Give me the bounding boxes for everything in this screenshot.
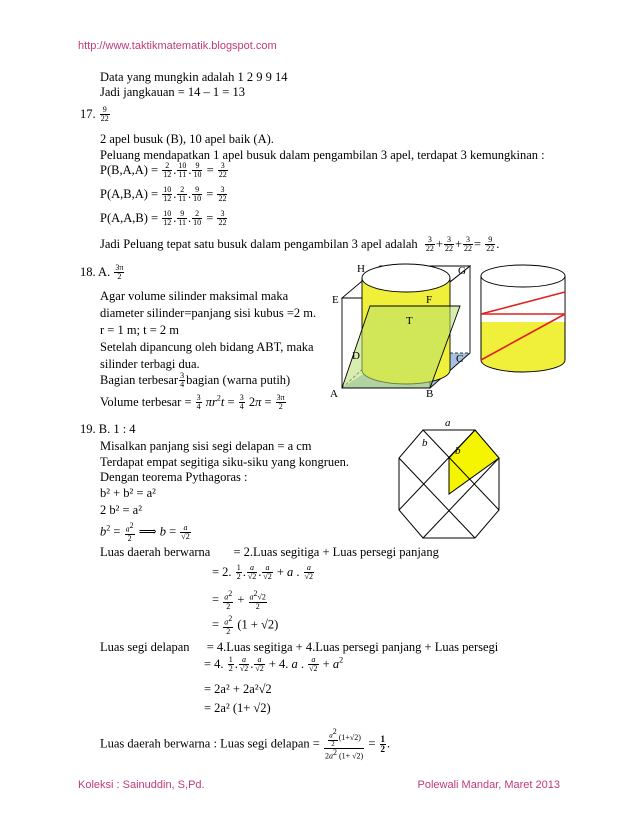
q17-p2-f0-num: 10 — [163, 185, 172, 194]
q17-p2-f3-den: 22 — [218, 194, 227, 204]
label-D: D — [352, 350, 360, 362]
label-F: F — [426, 294, 433, 306]
label-T: T — [406, 315, 413, 327]
q19-octagon-step3: = 2a² (1+ √2) — [204, 701, 271, 715]
q17-answer-num: 9 — [100, 106, 110, 115]
footer-left: Koleksi : Sainuddin, S,Pd. — [78, 779, 205, 791]
q17-p2-f2-num: 9 — [192, 186, 202, 195]
q17-line2: Peluang mendapatkan 1 apel busuk dalam pengambilan 3 apel, terdapat 3 kemungkinan : — [100, 148, 545, 162]
q19-shaded-step1: = 2. $\frac{1}{2}$ . $\frac{a}{√2}$ . $\frac{a}{√2}$ + a . $\frac{a}{√2}$ — [212, 563, 314, 582]
q19-ratio-label: Luas daerah berwarna : Luas segi delapan — [100, 736, 310, 751]
label-b2: b — [455, 445, 461, 457]
q17-p3-f2-den: 10 — [193, 218, 202, 228]
q16-data-line: Data yang mungkin adalah 1 2 9 9 14 — [100, 70, 288, 84]
split-cylinder-figure — [476, 262, 572, 382]
label-H: H — [357, 263, 365, 275]
q18-heading — [80, 264, 125, 282]
q19-heading: 19. B. 1 : 4 — [80, 422, 136, 436]
q19-octagon-label: Luas segi delapan — [100, 640, 190, 654]
q17-sum-f3-num: 9 — [485, 236, 495, 245]
q17-p3-f1-num: 9 — [177, 210, 187, 219]
label-b1: b — [422, 437, 428, 449]
q18-line4: Setelah dipancung oleh bidang ABT, maka — [100, 340, 314, 354]
label-a: a — [445, 418, 451, 429]
q17-p3-label: P(A,A,B) = — [100, 210, 159, 225]
q17-number: 17. — [80, 106, 96, 121]
label-B: B — [426, 388, 434, 398]
q19-eq3: $b^2$ = $\frac{a^2}{2}$ ⟹ b = $\frac{a}{√2}$ — [100, 521, 190, 544]
q18-line6 — [100, 372, 290, 390]
q17-p1-f1-num: 10 — [178, 161, 187, 170]
q17-heading — [80, 106, 111, 124]
q17-p2-label: P(A,B,A) = — [100, 186, 159, 201]
footer-right: Polewali Mandar, Maret 2013 — [417, 779, 560, 791]
q16-range-line: Jadi jangkauan = 14 – 1 = 13 — [100, 85, 245, 99]
q19-octagon-step1: = 4. $\frac{1}{2}$ . $\frac{a}{√2}$ . $\frac{a}{√2}$ + 4. a . $\frac{a}{√2}$ + $a^2$ — [204, 655, 344, 674]
q17-p3-f0-den: 12 — [163, 218, 172, 228]
q17-p1-f0-num: 2 — [162, 162, 172, 171]
q17-conclusion-row: Jadi Peluang tepat satu busuk dalam pengambilan 3 apel adalah $\frac{3}{22}$ + $\frac{3}{22}$ + $\frac{3}{22}$ = $\frac{9}{22}$ . — [100, 235, 500, 254]
q17-p3-f1-den: 11 — [178, 218, 187, 228]
q17-p1-f3-den: 22 — [218, 170, 227, 180]
q19-shaded-label: Luas daerah berwarna — [100, 545, 211, 559]
q19-shaded-eq: = 2.Luas segitiga + Luas persegi panjang — [233, 545, 439, 559]
q18-number: 18. A. — [80, 264, 111, 279]
q17-p1-f0-den: 12 — [163, 170, 172, 180]
q17-p2-f1-den: 11 — [178, 194, 187, 204]
q17-sum-f2-den: 22 — [464, 244, 472, 254]
octagon-figure — [375, 418, 515, 558]
q18-line6-b: bagian (warna putih) — [186, 372, 291, 387]
q19-shaded-step3: = $\frac{a^2}{2}$ (1 + √2) — [212, 614, 279, 637]
q17-p3-f2-num: 2 — [192, 210, 202, 219]
q17-p1-f3-num: 3 — [218, 162, 228, 171]
q17-answer-fraction — [100, 106, 110, 124]
label-C: C — [456, 353, 464, 365]
q19-octagon-row — [100, 641, 498, 654]
q19-line1: Misalkan panjang sisi segi delapan = a cm — [100, 439, 312, 453]
q19-eq1: b² + b² = a² — [100, 486, 156, 500]
q17-sum-f0-den: 22 — [425, 244, 434, 254]
q18-line2: diameter silinder=panjang sisi kubus =2 m. — [100, 306, 317, 320]
q18-line6-den: 4 — [180, 380, 185, 390]
q17-p3-f3-den: 22 — [218, 218, 227, 228]
q17-p1-f1-den: 11 — [178, 170, 187, 180]
q18-line7-a: Volume terbesar = — [100, 394, 192, 409]
q19-ratio-row: Luas daerah berwarna : Luas segi delapan = $\frac{a^2}{2}$ (1+√2) $2a^2$ (1+ √2) = $\frac{1}{2}$ . — [100, 727, 391, 761]
q17-sum-f2-num: 3 — [463, 236, 473, 245]
q19-shaded-row — [100, 546, 439, 559]
q18-line6-num: 3 — [180, 371, 185, 380]
q17-p1-f2-num: 9 — [192, 162, 202, 171]
q19-octagon-step2: = 2a² + 2a²√2 — [204, 682, 272, 696]
q18-line6-a: Bagian terbesar — [100, 372, 179, 387]
q17-p3-row: P(A,A,B) = $\frac{10}{12}$ . $\frac{9}{11}$ . $\frac{2}{10}$ = $\frac{3}{22}$ — [100, 209, 227, 228]
q17-sum-f3-den: 22 — [486, 244, 495, 254]
q17-p2-f0-den: 12 — [163, 194, 172, 204]
q17-p1-row: P(B,A,A) = $\frac{2}{12}$ . $\frac{10}{11}$ . $\frac{9}{10}$ = $\frac{3}{22}$ — [100, 161, 227, 180]
q17-p1-label: P(B,A,A) = — [100, 162, 159, 177]
q17-sum-f1-den: 22 — [444, 244, 453, 254]
q17-p3-f0-num: 10 — [163, 209, 172, 218]
q17-answer-den: 22 — [100, 114, 109, 124]
cylinder-top — [362, 264, 450, 292]
q18-line1: Agar volume silinder maksimal maka — [100, 289, 289, 303]
label-A: A — [330, 388, 338, 398]
q19-line2: Terdapat empat segitiga siku-siku yang kongruen. — [100, 455, 350, 469]
q19-line3: Dengan teorema Pythagoras : — [100, 470, 248, 484]
q18-answer-num: 3π — [115, 263, 124, 272]
q18-answer-den: 2 — [117, 272, 122, 282]
q17-p2-row: P(A,B,A) = $\frac{10}{12}$ . $\frac{2}{11}$ . $\frac{9}{10}$ = $\frac{3}{22}$ — [100, 185, 227, 204]
q19-eq2: 2 b² = a² — [100, 503, 142, 517]
q17-sum-f0-num: 3 — [425, 236, 435, 245]
q17-p3-f3-num: 3 — [217, 210, 227, 219]
label-E: E — [332, 294, 339, 306]
q19-shaded-step2: = $\frac{a^2}{2}$ + $\frac{a^2√2}{2}$ — [212, 589, 266, 612]
q17-p2-f1-num: 2 — [177, 186, 187, 195]
q19-octagon-eq: = 4.Luas segitiga + 4.Luas persegi panjang + Luas persegi — [206, 640, 499, 654]
q17-conclusion: Jadi Peluang tepat satu busuk dalam pengambilan 3 apel adalah — [100, 236, 418, 251]
cube-cylinder-figure — [320, 258, 480, 398]
q17-sum-f1-num: 3 — [444, 236, 454, 245]
q18-line7: Volume terbesar = $\frac{3}{4}$ $\pi r^2t$ = $\frac{3}{4}$ 2π = $\frac{3\pi}{2}$ — [100, 393, 285, 412]
q17-p2-f3-num: 3 — [217, 186, 227, 195]
header-url[interactable]: http://www.taktikmatematik.blogspot.com — [78, 40, 277, 52]
label-G: G — [458, 265, 466, 277]
q18-line5: silinder terbagi dua. — [100, 357, 200, 371]
q17-p2-f2-den: 10 — [193, 194, 202, 204]
q17-line1: 2 apel busuk (B), 10 apel baik (A). — [100, 132, 274, 146]
q18-line3: r = 1 m; t = 2 m — [100, 323, 180, 337]
q17-p1-f2-den: 10 — [193, 170, 202, 180]
